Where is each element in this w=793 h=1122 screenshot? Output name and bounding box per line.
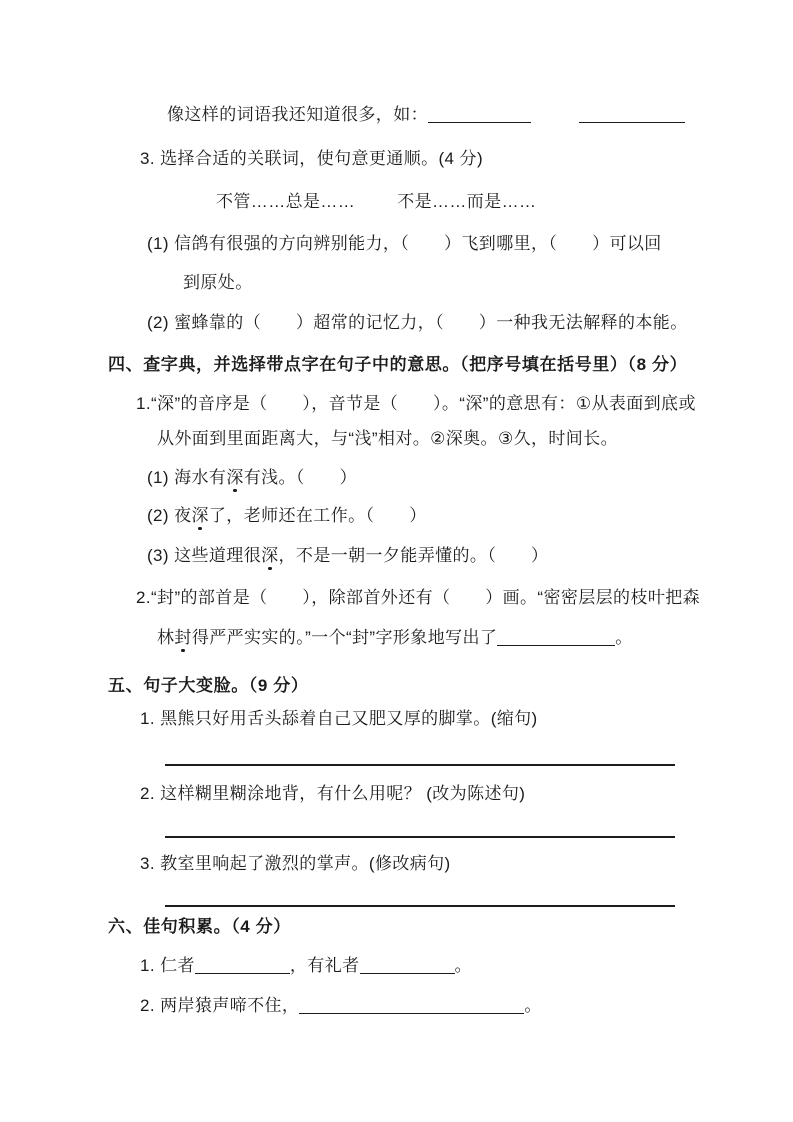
s5-q2-line — [140, 783, 525, 804]
q3-title: 3. 选择合适的关联词，使句意更通顺。(4 分) — [140, 149, 483, 168]
answer-blank — [360, 958, 455, 974]
more-words-prompt: 像这样的词语我还知道很多，如： — [167, 105, 428, 124]
s5-q2-text: 2. 这样糊里糊涂地背，有什么用呢？ (改为陈述句) — [140, 784, 526, 803]
q3-options-line — [216, 191, 536, 212]
sentence-text: (2) 夜 — [147, 506, 192, 525]
sentence-text: (3) 这些道理很 — [147, 546, 262, 565]
section-4-heading — [108, 354, 687, 375]
s4-q2-line1 — [136, 587, 700, 608]
answer-blank — [428, 107, 531, 123]
s5-q3-text: 3. 教室里响起了激烈的掌声。(修改病句) — [140, 854, 451, 873]
dotted-character: 深 — [261, 546, 279, 565]
q3-item2-line — [147, 312, 688, 333]
section-5-title: 五、句子大变脸。（9 分） — [108, 676, 309, 695]
s4-q1-text-cont: 从外面到里面距离大，与“浅”相对。②深奥。③久，时间长。 — [157, 429, 619, 448]
section-4-title: 四、查字典，并选择带点字在句子中的意思。（把序号填在括号里）（8 分） — [108, 355, 688, 374]
s4-q2-text: 2.“封”的部首是（ ），除部首外还有（ ）画。“密密层层的枝叶把森 — [136, 588, 701, 607]
s5-q1-line — [140, 708, 538, 729]
s6-q2-line — [140, 995, 542, 1016]
s6-q1-line — [140, 955, 472, 976]
sentence-text: 。 — [615, 628, 633, 647]
q3-item1-line1 — [147, 233, 662, 254]
answer-line-rule — [165, 836, 675, 838]
s4-q1-sentence-2 — [147, 505, 427, 526]
s4-q1-line2 — [157, 428, 618, 449]
s4-q1-text: 1.“深”的音序是（ ），音节是（ ）。“深”的意思有：①从表面到底或 — [136, 394, 696, 413]
sentence-text: ，有礼者 — [289, 956, 360, 975]
option-gap — [355, 206, 397, 207]
answer-blank — [497, 630, 615, 646]
q3-item1-text: (1) 信鸽有很强的方向辨别能力，（ ）飞到哪里，（ ）可以回 — [147, 234, 662, 253]
q3-item1-text-cont: 到原处。 — [183, 273, 253, 292]
s4-q1-line1 — [136, 393, 696, 414]
section-6-heading — [108, 916, 291, 937]
sentence-text: 有浅。（ ） — [243, 468, 358, 487]
blank-gap — [531, 119, 579, 120]
sentence-text: ，不是一朝一夕能弄懂的。（ ） — [278, 546, 549, 565]
s4-q1-sentence-1 — [147, 467, 357, 488]
more-words-line — [167, 104, 685, 125]
answer-blank — [579, 107, 685, 123]
dotted-character: 深 — [226, 468, 244, 487]
q3-item2-text: (2) 蜜蜂靠的（ ）超常的记忆力，（ ）一种我无法解释的本能。 — [147, 313, 688, 332]
dotted-character: 深 — [191, 506, 209, 525]
answer-blank — [195, 958, 290, 974]
conjunction-option-1: 不管……总是…… — [216, 192, 356, 211]
sentence-text: 。 — [524, 996, 542, 1015]
s4-q1-sentence-3 — [147, 545, 548, 566]
q3-title-line — [140, 148, 483, 169]
q3-item1-line2 — [183, 272, 253, 293]
sentence-text: 得严严实实的。”一个“封”字形象地写出了 — [191, 628, 498, 647]
answer-line-rule — [165, 764, 675, 766]
sentence-text: 林 — [157, 628, 175, 647]
answer-line-rule — [165, 905, 675, 907]
conjunction-option-2: 不是……而是…… — [397, 192, 537, 211]
sentence-text: 2. 两岸猿声啼不住， — [140, 996, 300, 1015]
section-6-title: 六、佳句积累。（4 分） — [108, 917, 291, 936]
s5-q3-line — [140, 853, 451, 874]
sentence-text: 了，老师还在工作。（ ） — [208, 506, 427, 525]
dotted-character: 封 — [174, 628, 192, 647]
sentence-text: (1) 海水有 — [147, 468, 227, 487]
answer-blank — [299, 998, 524, 1014]
sentence-text: 1. 仁者 — [140, 956, 195, 975]
sentence-text: 。 — [454, 956, 472, 975]
s5-q1-text: 1. 黑熊只好用舌头舔着自己又肥又厚的脚掌。(缩句) — [140, 709, 538, 728]
section-5-heading — [108, 675, 308, 696]
s4-q2-line2 — [157, 627, 633, 648]
